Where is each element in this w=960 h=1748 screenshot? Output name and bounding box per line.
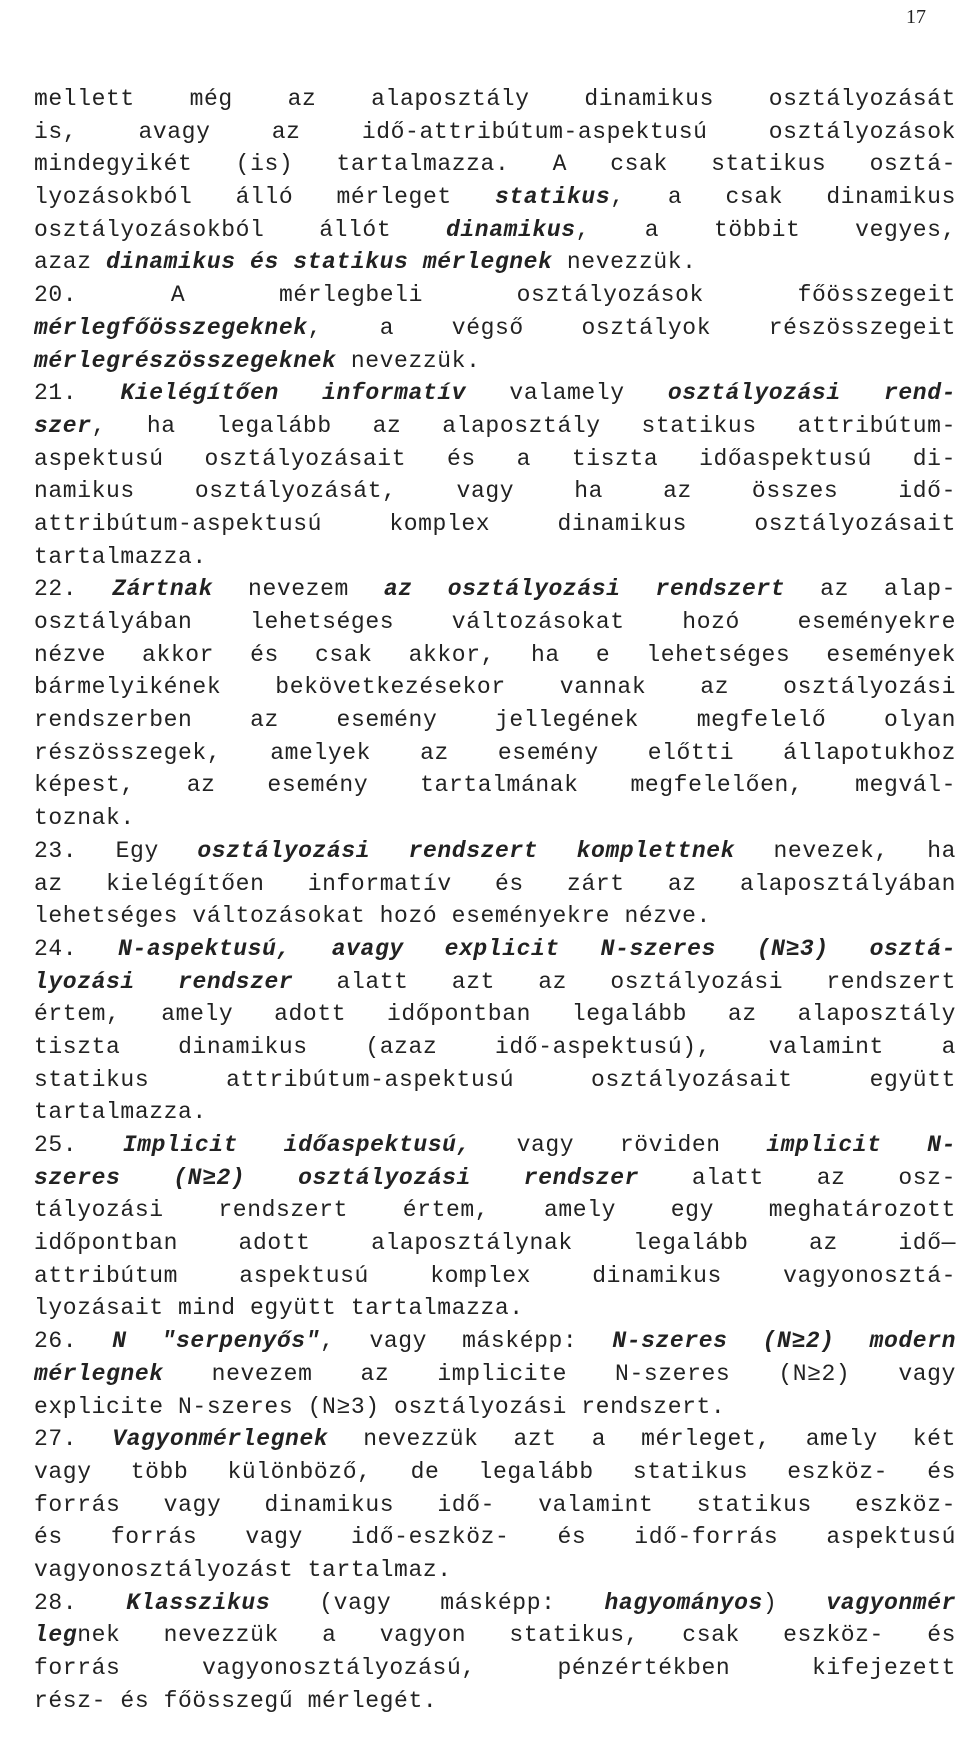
text-line — [34, 802, 956, 835]
term-vagyonmerleg: leg — [34, 1622, 78, 1649]
text-line — [34, 410, 956, 443]
text-run: statikus attribútum-aspektusú osztályozásait együtt — [34, 1066, 956, 1093]
text-line — [34, 1162, 956, 1195]
term-osztalyozasi-rendszer: szer — [34, 412, 92, 439]
text-run: 21. — [34, 380, 121, 407]
text-line — [34, 246, 956, 279]
text-line — [34, 279, 956, 312]
text-run: részösszegek, amelyek az esemény előtti állapotukhoz — [34, 739, 956, 766]
text-run: rész- és főösszegű mérlegét. — [34, 1687, 438, 1714]
text-run: ) — [762, 1589, 827, 1616]
text-run: alatt azt az osztályozási rendszert — [293, 968, 956, 995]
text-line — [34, 1064, 956, 1097]
text-line — [34, 1423, 956, 1456]
term-merlegfoosszeg: mérlegfőösszegeknek — [34, 314, 308, 341]
text-line — [34, 606, 956, 639]
text-line — [34, 312, 956, 345]
term-dinamikus: dinamikus — [446, 216, 576, 243]
text-run: valamely — [466, 380, 668, 407]
text-run: tályozási rendszert értem, amely egy meghatározott — [34, 1197, 956, 1224]
text-run: 22. — [34, 576, 113, 603]
text-line — [34, 1619, 956, 1652]
text-run: értem, amely adott időpontban legalább az alaposztály — [34, 1001, 956, 1028]
definition-23 — [34, 835, 956, 933]
text-line — [34, 1096, 956, 1129]
text-run: nevezem — [213, 576, 384, 603]
text-line — [34, 1685, 956, 1718]
text-run: képest, az esemény tartalmának megfelelően, megvál- — [34, 772, 956, 799]
text-run: nevezzük. — [552, 249, 697, 276]
text-run: , ha legalább az alaposztály statikus attribútum- — [91, 412, 956, 439]
term-n-serpenyos: N "serpenyős" — [112, 1328, 321, 1355]
text-run: 20. A mérlegbeli osztályozások főösszegeit — [34, 282, 956, 309]
text-run: alatt az osz- — [639, 1164, 956, 1191]
text-run: tartalmazza. — [34, 543, 207, 570]
text-run: nevezzük. — [336, 347, 481, 374]
page-number: 17 — [906, 6, 926, 28]
text-run: , a végső osztályok részösszegeit — [307, 314, 956, 341]
definition-26 — [34, 1325, 956, 1423]
text-line — [34, 900, 956, 933]
term-zartnak: Zártnak — [112, 576, 214, 603]
text-run: 27. — [34, 1426, 113, 1453]
term-osztalyozasi-rendszert: az osztályozási rendszert — [383, 576, 786, 603]
term-n-aspektusu-rendszer: lyozási rendszer — [34, 968, 294, 995]
text-line — [34, 671, 956, 704]
term-n-aspektusu-rendszer: N-aspektusú, avagy explicit N-szeres (N≥3) osztá- — [118, 935, 956, 962]
text-run: és forrás vagy idő-eszköz- és idő-forrás aspektusú — [34, 1524, 956, 1551]
text-run: nevezek, ha — [735, 837, 956, 864]
term-klasszikus: Klasszikus — [126, 1589, 271, 1616]
term-implicit-n-szeres: implicit N- — [766, 1132, 956, 1158]
term-kielegitoen-informativ: Kielégítően informatív — [120, 380, 467, 407]
text-line — [34, 573, 956, 606]
text-run: tiszta dinamikus (azaz idő-aspektusú), valamint a — [34, 1033, 956, 1060]
term-merlegreszosszeg: mérlegrészösszegeknek — [34, 347, 337, 374]
text-line — [34, 1129, 956, 1162]
text-run: nevezem az implicite N-szeres (N≥2) vagy — [163, 1360, 956, 1387]
text-line — [34, 214, 956, 247]
text-line — [34, 1554, 956, 1587]
text-run: , a csak dinamikus — [610, 184, 956, 211]
document-body — [34, 83, 956, 1717]
term-n-szeres-modern-merleg: N-szeres (N≥2) modern — [612, 1328, 956, 1355]
term-implicit-idoaspektusu: Implicit időaspektusú, — [122, 1132, 471, 1158]
text-line — [34, 966, 956, 999]
text-line — [34, 443, 956, 476]
text-run: vagy röviden — [470, 1132, 767, 1158]
text-run: mellett még az alaposztály dinamikus osztályozását — [34, 86, 956, 112]
text-line — [34, 508, 956, 541]
text-line — [34, 1292, 956, 1325]
term-dinamikus-es-statikus-merleg: dinamikus és statikus mérlegnek — [106, 249, 553, 276]
text-line — [34, 1194, 956, 1227]
term-implicit-n-szeres: szeres (N≥2) osztályozási rendszer — [34, 1164, 640, 1191]
text-line — [34, 737, 956, 770]
definition-22 — [34, 573, 956, 835]
text-line — [34, 868, 956, 901]
text-run: lyozásait mind együtt tartalmazza. — [34, 1295, 524, 1322]
text-line — [34, 345, 956, 378]
text-run: rendszerben az esemény jellegének megfelelő olyan — [34, 707, 956, 734]
text-line — [34, 116, 956, 149]
text-run: mindegyikét (is) tartalmazza. A csak statikus osztá- — [34, 151, 956, 178]
text-run: az alap- — [785, 576, 956, 603]
text-line — [34, 148, 956, 181]
text-run: vagyonosztályozást tartalmaz. — [34, 1556, 452, 1583]
text-run: bármelyikének bekövetkezésekor vannak az osztályozási — [34, 674, 956, 701]
text-run: lehetséges változásokat hozó eseményekre nézve. — [34, 903, 711, 930]
term-n-szeres-modern-merleg: mérlegnek — [34, 1360, 164, 1387]
definition-20 — [34, 279, 956, 377]
text-line — [34, 1587, 956, 1620]
text-run: , a többit vegyes, — [575, 216, 956, 243]
text-line — [34, 1456, 956, 1489]
definition-25 — [34, 1129, 956, 1325]
text-run: explicite N-szeres (N≥3) osztályozási rendszert. — [34, 1393, 726, 1420]
term-komplett-rendszer: osztályozási rendszert komplettnek — [197, 837, 736, 864]
text-run: (vagy másképp: — [270, 1589, 605, 1616]
text-line — [34, 83, 956, 116]
definition-27 — [34, 1423, 956, 1586]
text-line — [34, 1031, 956, 1064]
text-run: 28. — [34, 1589, 127, 1616]
text-run: 24. — [34, 935, 119, 962]
term-hagyomanyos: hagyományos — [604, 1589, 763, 1616]
text-run: az kielégítően informatív és zárt az alaposztályában — [34, 870, 956, 897]
text-line — [34, 1652, 956, 1685]
text-run: attribútum aspektusú komplex dinamikus vagyonosztá- — [34, 1262, 956, 1289]
text-run: nek nevezzük a vagyon statikus, csak eszköz- és — [77, 1622, 956, 1649]
text-line — [34, 998, 956, 1031]
text-line — [34, 933, 956, 966]
text-line — [34, 541, 956, 574]
term-vagyonmerleg: Vagyonmérlegnek — [112, 1426, 329, 1453]
text-line — [34, 1325, 956, 1358]
definition-24 — [34, 933, 956, 1129]
term-statikus: statikus — [495, 184, 611, 211]
text-run: , vagy másképp: — [320, 1328, 613, 1355]
text-line — [34, 1489, 956, 1522]
text-line — [34, 639, 956, 672]
text-line — [34, 181, 956, 214]
text-run: attribútum-aspektusú komplex dinamikus osztályozásait — [34, 510, 956, 537]
text-run: is, avagy az idő-attribútum-aspektusú osztályozások — [34, 118, 956, 145]
text-run: namikus osztályozását, vagy ha az összes idő- — [34, 478, 956, 505]
text-line — [34, 475, 956, 508]
text-line — [34, 1391, 956, 1424]
text-line — [34, 1521, 956, 1554]
text-run: nézve akkor és csak akkor, ha e lehetséges események — [34, 641, 956, 668]
text-run: forrás vagy dinamikus idő- valamint statikus eszköz- — [34, 1491, 956, 1518]
text-run: aspektusú osztályozásait és a tiszta időaspektusú di- — [34, 445, 956, 472]
text-run: lyozásokból álló mérleget — [34, 184, 495, 211]
text-run: forrás vagyonosztályozású, pénzértékben kifejezett — [34, 1655, 956, 1681]
text-run: időpontban adott alaposztálynak legalább az idő— — [34, 1230, 956, 1257]
text-run: vagy több különböző, de legalább statikus eszköz- és — [34, 1458, 956, 1485]
text-line — [34, 704, 956, 737]
term-vagyonmerleg: vagyonmér — [826, 1589, 956, 1616]
text-run: 23. Egy — [34, 837, 198, 864]
text-run: 26. — [34, 1328, 113, 1355]
definition-21 — [34, 377, 956, 573]
text-line — [34, 377, 956, 410]
text-run: osztályozásokból állót — [34, 216, 446, 243]
text-line — [34, 769, 956, 802]
text-run: toznak. — [34, 805, 135, 832]
text-run: 25. — [34, 1132, 123, 1158]
text-run: osztályában lehetséges változásokat hozó eseményekre — [34, 609, 956, 635]
text-line — [34, 835, 956, 868]
text-line — [34, 1260, 956, 1293]
text-run: tartalmazza. — [34, 1099, 207, 1126]
text-run: nevezzük azt a mérleget, amely két — [328, 1426, 956, 1453]
text-line — [34, 1358, 956, 1391]
paragraph-continuation — [34, 83, 956, 279]
definition-28 — [34, 1587, 956, 1718]
text-run: azaz — [34, 249, 107, 276]
text-line — [34, 1227, 956, 1260]
term-osztalyozasi-rendszer: osztályozási rend- — [667, 380, 956, 407]
